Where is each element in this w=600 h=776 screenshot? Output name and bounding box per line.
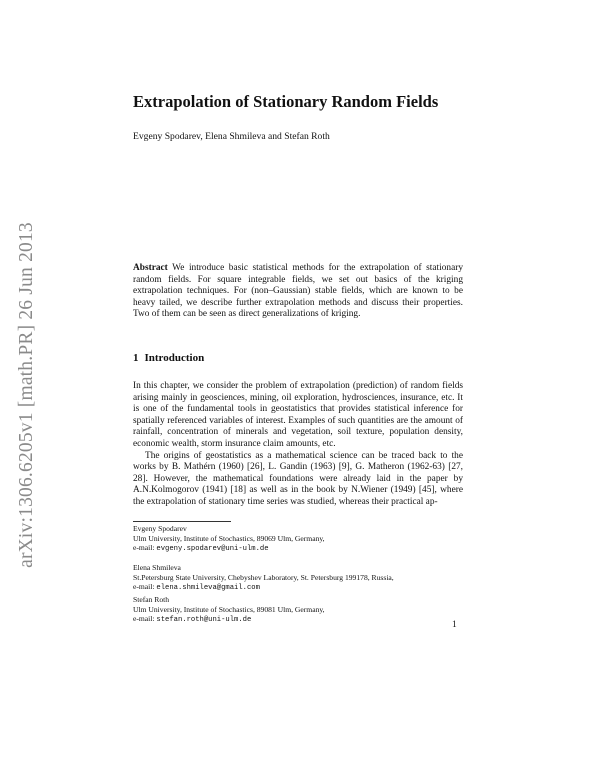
- email-address[interactable]: evgeny.spodarev@uni-ulm.de: [156, 545, 269, 554]
- abstract-text: We introduce basic statistical methods for the extrapolation of stationary random fields. For square integrable fields, we set out basics of the kriging extrapolation techniques. For (non–Gaussian) stable fields, which are known to be heavy tailed, we describe further extrapolation methods and discuss their properties. Two of them can be seen as direct generalizations of kriging.: [133, 263, 463, 320]
- footnote-divider: [133, 521, 231, 522]
- email-address[interactable]: stefan.roth@uni-ulm.de: [156, 616, 252, 625]
- author-list: Evgeny Spodarev, Elena Shmileva and Stefan Roth: [133, 131, 330, 142]
- affiliation-name: Evgeny Spodarev: [133, 524, 187, 533]
- paper-title: Extrapolation of Stationary Random Fields: [133, 92, 439, 111]
- page-number: 1: [452, 620, 457, 630]
- abstract-label: Abstract: [133, 263, 168, 273]
- section-title: Introduction: [144, 352, 205, 364]
- affiliation-spodarev: [133, 524, 463, 555]
- email-label: e-mail:: [133, 614, 157, 624]
- intro-paragraph-1: In this chapter, we consider the problem of extrapolation (prediction) of random fields arising mainly in geosciences, mining, oil exploration, hydrosciences, insurance, etc. It is one of the fundamental tools in geostatistics that provides statistical inference for spatially referenced variables of interest. Examples of such quantities are the amount of rainfall, concentration of minerals and vegetation, soil texture, population density, economic wealth, storm insurance claim amounts, etc.: [133, 381, 463, 449]
- email-label: e-mail:: [133, 582, 157, 592]
- arxiv-stamp: [10, 200, 44, 590]
- email-address[interactable]: elena.shmileva@gmail.com: [156, 584, 260, 593]
- affiliation-roth: [133, 595, 463, 626]
- section-number: 1: [133, 352, 139, 364]
- intro-paragraph-2: The origins of geostatistics as a mathematical science can be traced back to the works by B. Mathérn (1960) [26], L. Gandin (1963) [9], G. Matheron (1962-63) [27, 28]. However, the mathematical foundations were already laid in the paper by A.N.Kolmogorov (1941) [18] as well as in the book by N.Wiener (1949) [45], where the extrapolation of stationary time series was studied, whereas their practical ap-: [133, 450, 463, 507]
- affiliation-name: Elena Shmileva: [133, 563, 181, 572]
- arxiv-identifier: arXiv:1306.6205v1 [math.PR] 26 Jun 2013: [16, 222, 38, 568]
- introduction-body: [133, 381, 463, 509]
- section-heading: [133, 352, 204, 364]
- abstract: [133, 263, 463, 321]
- affiliation-shmileva: [133, 563, 463, 594]
- affiliation-name: Stefan Roth: [133, 595, 170, 604]
- affiliation-institution: St.Petersburg State University, Chebyshev Laboratory, St. Petersburg 199178, Russia,: [133, 572, 394, 582]
- affiliation-institution: Ulm University, Institute of Stochastics, 89069 Ulm, Germany,: [133, 533, 325, 543]
- affiliation-institution: Ulm University, Institute of Stochastics, 89081 Ulm, Germany,: [133, 604, 325, 614]
- email-label: e-mail:: [133, 543, 157, 553]
